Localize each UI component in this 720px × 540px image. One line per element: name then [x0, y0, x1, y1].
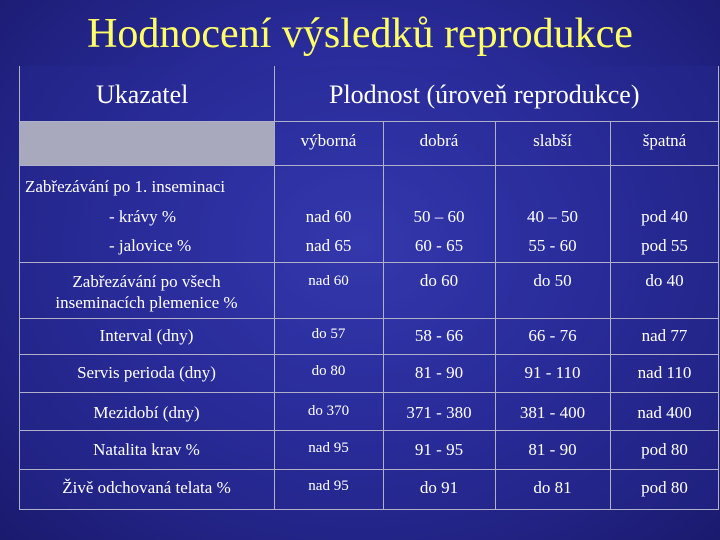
grid-line: [19, 392, 719, 393]
value-cell: 50 – 60: [413, 207, 465, 226]
grid-line: [19, 262, 719, 263]
header-indicator: Ukazatel: [96, 80, 189, 109]
slide-title: Hodnocení výsledků reprodukce: [87, 11, 633, 57]
value-cell: pod 80: [641, 440, 688, 459]
row-label: Mezidobí (dny): [93, 403, 200, 422]
value-cell: 81 - 90: [528, 440, 577, 459]
value-cell: do 57: [311, 326, 346, 342]
results-table: [19, 66, 719, 510]
grid-line: [19, 430, 719, 431]
value-cell: 58 - 66: [414, 326, 464, 345]
grade-header-excellent: výborná: [300, 131, 357, 150]
value-cell: nad 110: [637, 363, 692, 382]
grade-header-good: dobrá: [419, 131, 459, 150]
grid-line: [19, 469, 719, 470]
value-cell: nad 60: [308, 273, 349, 289]
grid-line: [19, 509, 719, 510]
value-cell: 81 - 90: [414, 363, 464, 382]
value-cell: do 80: [311, 363, 346, 379]
value-cell: do 40: [645, 271, 684, 290]
value-cell: 40 – 50: [527, 207, 578, 226]
value-cell: 66 - 76: [528, 326, 577, 345]
row-label-line: Zabřezávání po 1. inseminaci: [25, 177, 226, 196]
value-cell: do 60: [419, 271, 459, 290]
grid-line: [19, 165, 719, 166]
row-label: Interval (dny): [99, 326, 194, 345]
value-cell: do 50: [533, 271, 572, 290]
value-cell: 91 - 95: [414, 440, 464, 459]
value-cell: 381 - 400: [519, 403, 586, 422]
value-cell: do 91: [419, 478, 459, 497]
grade-header-blank: [19, 121, 274, 165]
value-cell: nad 95: [308, 478, 349, 494]
grid-line: [19, 354, 719, 355]
row-label: Živě odchovaná telata %: [62, 478, 231, 497]
value-cell: 371 - 380: [406, 403, 472, 422]
row-label-line: - krávy %: [109, 207, 177, 226]
value-cell: pod 55: [641, 236, 688, 255]
value-cell: nad 77: [641, 326, 688, 345]
value-cell: 91 - 110: [524, 363, 581, 382]
row-label-line: Zabřezávání po všech: [72, 272, 221, 291]
grid-line: [19, 318, 719, 319]
value-cell: 60 - 65: [414, 236, 464, 255]
grade-header-poor: špatná: [642, 131, 687, 150]
grid-line: [19, 121, 719, 122]
value-cell: do 81: [533, 478, 572, 497]
value-cell: 55 - 60: [528, 236, 577, 255]
header-fertility: Plodnost (úroveň reprodukce): [329, 80, 640, 109]
value-cell: nad 95: [308, 440, 349, 456]
row-label: Servis perioda (dny): [77, 363, 216, 382]
value-cell: pod 80: [641, 478, 688, 497]
value-cell: nad 400: [637, 403, 692, 422]
row-label: Natalita krav %: [93, 440, 200, 459]
grade-header-weaker: slabší: [533, 131, 572, 150]
value-cell: nad 65: [305, 236, 352, 255]
value-cell: pod 40: [641, 207, 688, 226]
row-label-line: - jalovice %: [109, 236, 192, 255]
value-cell: do 370: [307, 403, 350, 419]
row-label-line: inseminacích plemenice %: [55, 293, 238, 312]
value-cell: nad 60: [305, 207, 352, 226]
